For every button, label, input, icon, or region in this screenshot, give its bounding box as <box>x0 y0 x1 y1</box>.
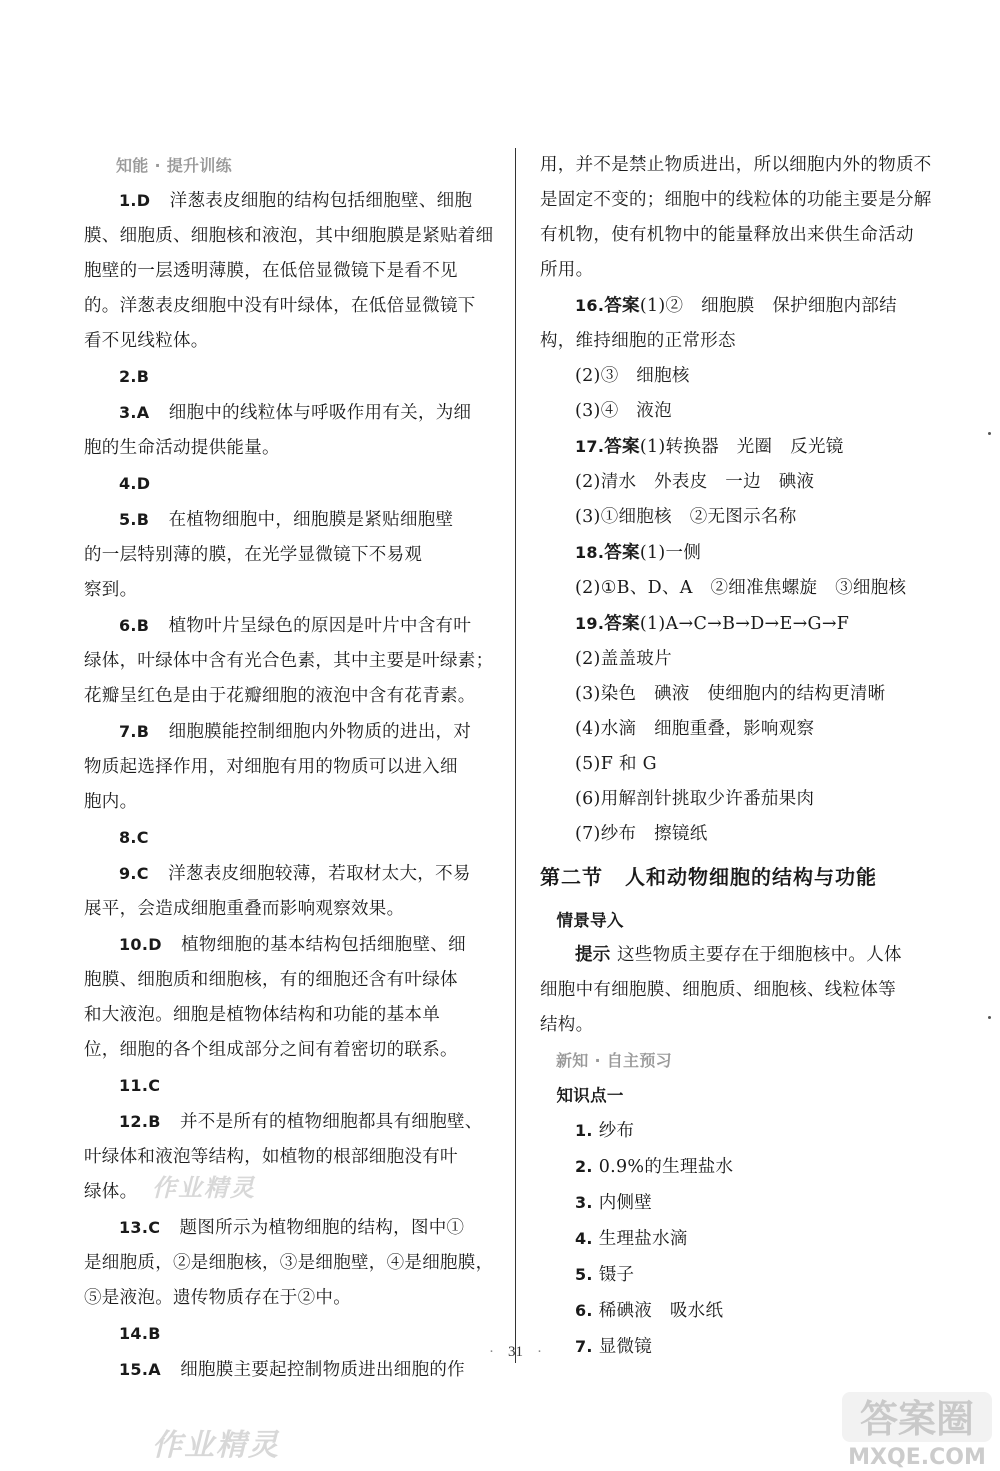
answer-number: 16. <box>575 296 605 315</box>
point-number: 4. <box>575 1229 599 1248</box>
right-column <box>540 148 940 1365</box>
point-number: 1. <box>575 1121 599 1140</box>
explanation-line: 绿体。 <box>84 1182 138 1202</box>
edge-mark <box>988 1016 991 1019</box>
explanation-text: 细胞中的线粒体与呼吸作用有关，为细 <box>168 403 472 423</box>
explanation-line: 察到。 <box>84 580 138 600</box>
section-number: 第二节 <box>540 865 603 889</box>
column-divider <box>515 148 516 1363</box>
point-number: 3. <box>575 1193 599 1212</box>
explanation-line: 物质起选择作用，对细胞有用的物质可以进入细 <box>84 757 458 777</box>
answer-item <box>84 1104 502 1140</box>
answer-first-line <box>540 288 940 324</box>
answer-line: (2)①B、D、A ②细准焦螺旋 ③细胞核 <box>575 578 907 598</box>
point-text: 稀碘液 吸水纸 <box>598 1301 724 1321</box>
answer-number: 14.B <box>119 1324 161 1343</box>
explanation-line: 叶绿体和液泡等结构，如植物的根部细胞没有叶 <box>84 1147 458 1167</box>
answer-item <box>84 1068 502 1104</box>
explanation-line: 绿体，叶绿体中含有光合色素，其中主要是叶绿素； <box>84 651 494 671</box>
explanation-line: 膜、细胞质、细胞核和液泡，其中细胞膜是紧贴着细 <box>84 226 494 246</box>
point-text: 内侧壁 <box>598 1193 653 1213</box>
hint-line: 结构。 <box>540 1015 594 1035</box>
answer-number: 6.B <box>119 616 150 635</box>
answer-line: (2)盖盖玻片 <box>575 649 672 669</box>
answer-line: (7)纱布 擦镜纸 <box>575 824 708 844</box>
explanation-line: 胞膜、细胞质和细胞核，有的细胞还含有叶绿体 <box>84 970 458 990</box>
intro-heading: 情景导入 <box>556 911 624 930</box>
explanation-line: 花瓣呈红色是由于花瓣细胞的液泡中含有花青素。 <box>84 686 476 706</box>
point-text: 显微镜 <box>598 1337 653 1357</box>
answer-label: 答案 <box>604 543 640 563</box>
answer-number: 19. <box>575 614 605 633</box>
answer-number: 10.D <box>119 935 162 954</box>
answer-first-line <box>540 429 940 465</box>
knowledge-point-item <box>540 1113 940 1149</box>
knowledge-point-item <box>540 1257 940 1293</box>
answer-first-line <box>540 606 940 642</box>
explanation-text: 并不是所有的植物细胞都具有细胞壁、 <box>180 1112 483 1132</box>
explanation-text: 洋葱表皮细胞较薄，若取材太大，不易 <box>168 864 471 884</box>
answer-number: 11.C <box>119 1076 161 1095</box>
answer-number: 3.A <box>119 403 150 422</box>
knowledge-point-item <box>540 1185 940 1221</box>
explanation-line: 胞内。 <box>84 792 138 812</box>
answer-line: (2)清水 外表皮 一边 碘液 <box>575 472 815 492</box>
answer-text: (1)A→C→B→D→E→G→F <box>639 614 850 634</box>
page-number: · 31 · <box>489 1344 542 1360</box>
explanation-text: 细胞膜主要起控制物质进出细胞的作 <box>180 1360 465 1380</box>
knowledge-point-item <box>540 1221 940 1257</box>
answer-label: 答案 <box>604 614 640 634</box>
answer-number: 5.B <box>119 510 150 529</box>
answer-item <box>84 502 502 538</box>
hint-text: 这些物质主要存在于细胞核中。人体 <box>617 945 902 965</box>
answer-text: (1)一侧 <box>639 543 702 563</box>
hint-paragraph <box>540 938 940 1043</box>
explanation-text: 细胞膜能控制细胞内外物质的进出，对 <box>168 722 472 742</box>
explanation-line: 和大液泡。细胞是植物体结构和功能的基本单 <box>84 1005 440 1025</box>
hint-first-line <box>540 938 940 973</box>
section-name: 人和动物细胞的结构与功能 <box>625 865 877 889</box>
hint-line: 细胞中有细胞膜、细胞质、细胞核、线粒体等 <box>540 980 896 1000</box>
answer-number: 18. <box>575 543 605 562</box>
explanation-line: 的。洋葱表皮细胞中没有叶绿体，在低倍显微镜下 <box>84 296 476 316</box>
answer-19 <box>540 606 940 852</box>
knowledge-point-list <box>540 1113 940 1365</box>
answer-line: (3)④ 液泡 <box>575 401 672 421</box>
answer-item <box>84 714 502 750</box>
point-text: 0.9%的生理盐水 <box>598 1157 734 1177</box>
answer-17 <box>540 429 940 535</box>
explanation-line: 的一层特别薄的膜，在光学显微镜下不易观 <box>84 545 423 565</box>
svg-text:答案圈: 答案圈 <box>859 1397 975 1441</box>
point-number: 6. <box>575 1301 599 1320</box>
explanation-line: 胞壁的一层透明薄膜，在低倍显微镜下是看不见 <box>84 261 458 281</box>
preview-subheading: 新知 · 自主预习 <box>556 1051 672 1070</box>
answer-line: (5)F 和 G <box>575 754 657 774</box>
explanation-line: ⑤是液泡。遗传物质存在于②中。 <box>84 1288 351 1308</box>
answer-label: 答案 <box>604 437 640 457</box>
explanation-text: 洋葱表皮细胞的结构包括细胞壁、细胞 <box>169 191 473 211</box>
explanation-text: 植物叶片呈绿色的原因是叶片中含有叶 <box>168 616 472 636</box>
answer-text: (1)转换器 光圈 反光镜 <box>639 437 844 457</box>
answer-item <box>84 820 502 856</box>
point-text: 生理盐水滴 <box>598 1229 688 1249</box>
answer-label: 答案 <box>604 296 640 316</box>
answer-line: (3)①细胞核 ②无图示名称 <box>575 507 797 527</box>
answer-number: 2.B <box>119 367 150 386</box>
explanation-line: 有机物，使有机物中的能量释放出来供生命活动 <box>540 225 914 245</box>
answer-item <box>84 395 502 431</box>
section-title <box>540 860 940 895</box>
explanation-line: 胞的生命活动提供能量。 <box>84 438 280 458</box>
section-subheading: 知能 · 提升训练 <box>116 156 232 175</box>
answer-number: 17. <box>575 437 605 456</box>
point-number: 7. <box>575 1337 599 1356</box>
left-column <box>84 148 502 1388</box>
site-logo-watermark <box>822 1388 1000 1471</box>
answer-18 <box>540 535 940 606</box>
answer-number: 13.C <box>119 1218 161 1237</box>
answer-text: (1)② 细胞膜 保护细胞内部结 <box>639 296 897 316</box>
stamp-watermark-upper: 作业精灵 <box>152 1174 256 1202</box>
answer-number: 12.B <box>119 1112 161 1131</box>
hint-label: 提示 <box>575 945 617 965</box>
answer-number: 15.A <box>119 1360 161 1379</box>
explanation-line: 展平，会造成细胞重叠而影响观察效果。 <box>84 899 405 919</box>
answer-item <box>84 927 502 963</box>
answer-number: 8.C <box>119 828 149 847</box>
point-number: 5. <box>575 1265 599 1284</box>
answer-item <box>84 1210 502 1246</box>
explanation-text: 植物细胞的基本结构包括细胞壁、细 <box>181 935 466 955</box>
explanation-line: 用，并不是禁止物质进出，所以细胞内外的物质不 <box>540 155 932 175</box>
explanation-line: 是固定不变的；细胞中的线粒体的功能主要是分解 <box>540 190 932 210</box>
answer-number: 9.C <box>119 864 149 883</box>
answer-first-line <box>540 535 940 571</box>
point-number: 2. <box>575 1157 599 1176</box>
continued-explanation <box>540 148 940 288</box>
answer-line: (6)用解剖针挑取少许番茄果肉 <box>575 789 815 809</box>
answer-number: 4.D <box>119 474 151 493</box>
explanation-line: 位，细胞的各个组成部分之间有着密切的联系。 <box>84 1040 458 1060</box>
answer-item <box>84 183 502 219</box>
answer-list-left <box>84 183 502 1388</box>
knowledge-point-heading: 知识点一 <box>556 1086 624 1105</box>
explanation-text: 题图所示为植物细胞的结构，图中① <box>179 1218 465 1238</box>
point-text: 纱布 <box>598 1121 635 1141</box>
answer-item <box>84 466 502 502</box>
explanation-text: 在植物细胞中，细胞膜是紧贴细胞壁 <box>168 510 454 530</box>
site-url-text: MXQE.COM <box>848 1445 986 1470</box>
answer-line: (2)③ 细胞核 <box>575 366 690 386</box>
stamp-watermark-lower: 作业精灵 <box>152 1428 280 1463</box>
explanation-line: 看不见线粒体。 <box>84 331 209 351</box>
point-text: 镊子 <box>598 1265 635 1285</box>
answer-16 <box>540 288 940 429</box>
answer-line: (4)水滴 细胞重叠，影响观察 <box>575 719 815 739</box>
answer-number: 1.D <box>119 191 151 210</box>
answer-item <box>84 856 502 892</box>
explanation-line: 是细胞质，②是细胞核，③是细胞壁，④是细胞膜， <box>84 1253 494 1273</box>
answer-number: 7.B <box>119 722 150 741</box>
knowledge-point-item <box>540 1293 940 1329</box>
answer-line: 构，维持细胞的正常形态 <box>540 331 736 351</box>
answer-item <box>84 359 502 395</box>
edge-mark <box>988 432 991 435</box>
answer-line: (3)染色 碘液 使细胞内的结构更清晰 <box>575 684 886 704</box>
knowledge-point-item <box>540 1149 940 1185</box>
explanation-line: 所用。 <box>540 260 594 280</box>
answer-item <box>84 608 502 644</box>
